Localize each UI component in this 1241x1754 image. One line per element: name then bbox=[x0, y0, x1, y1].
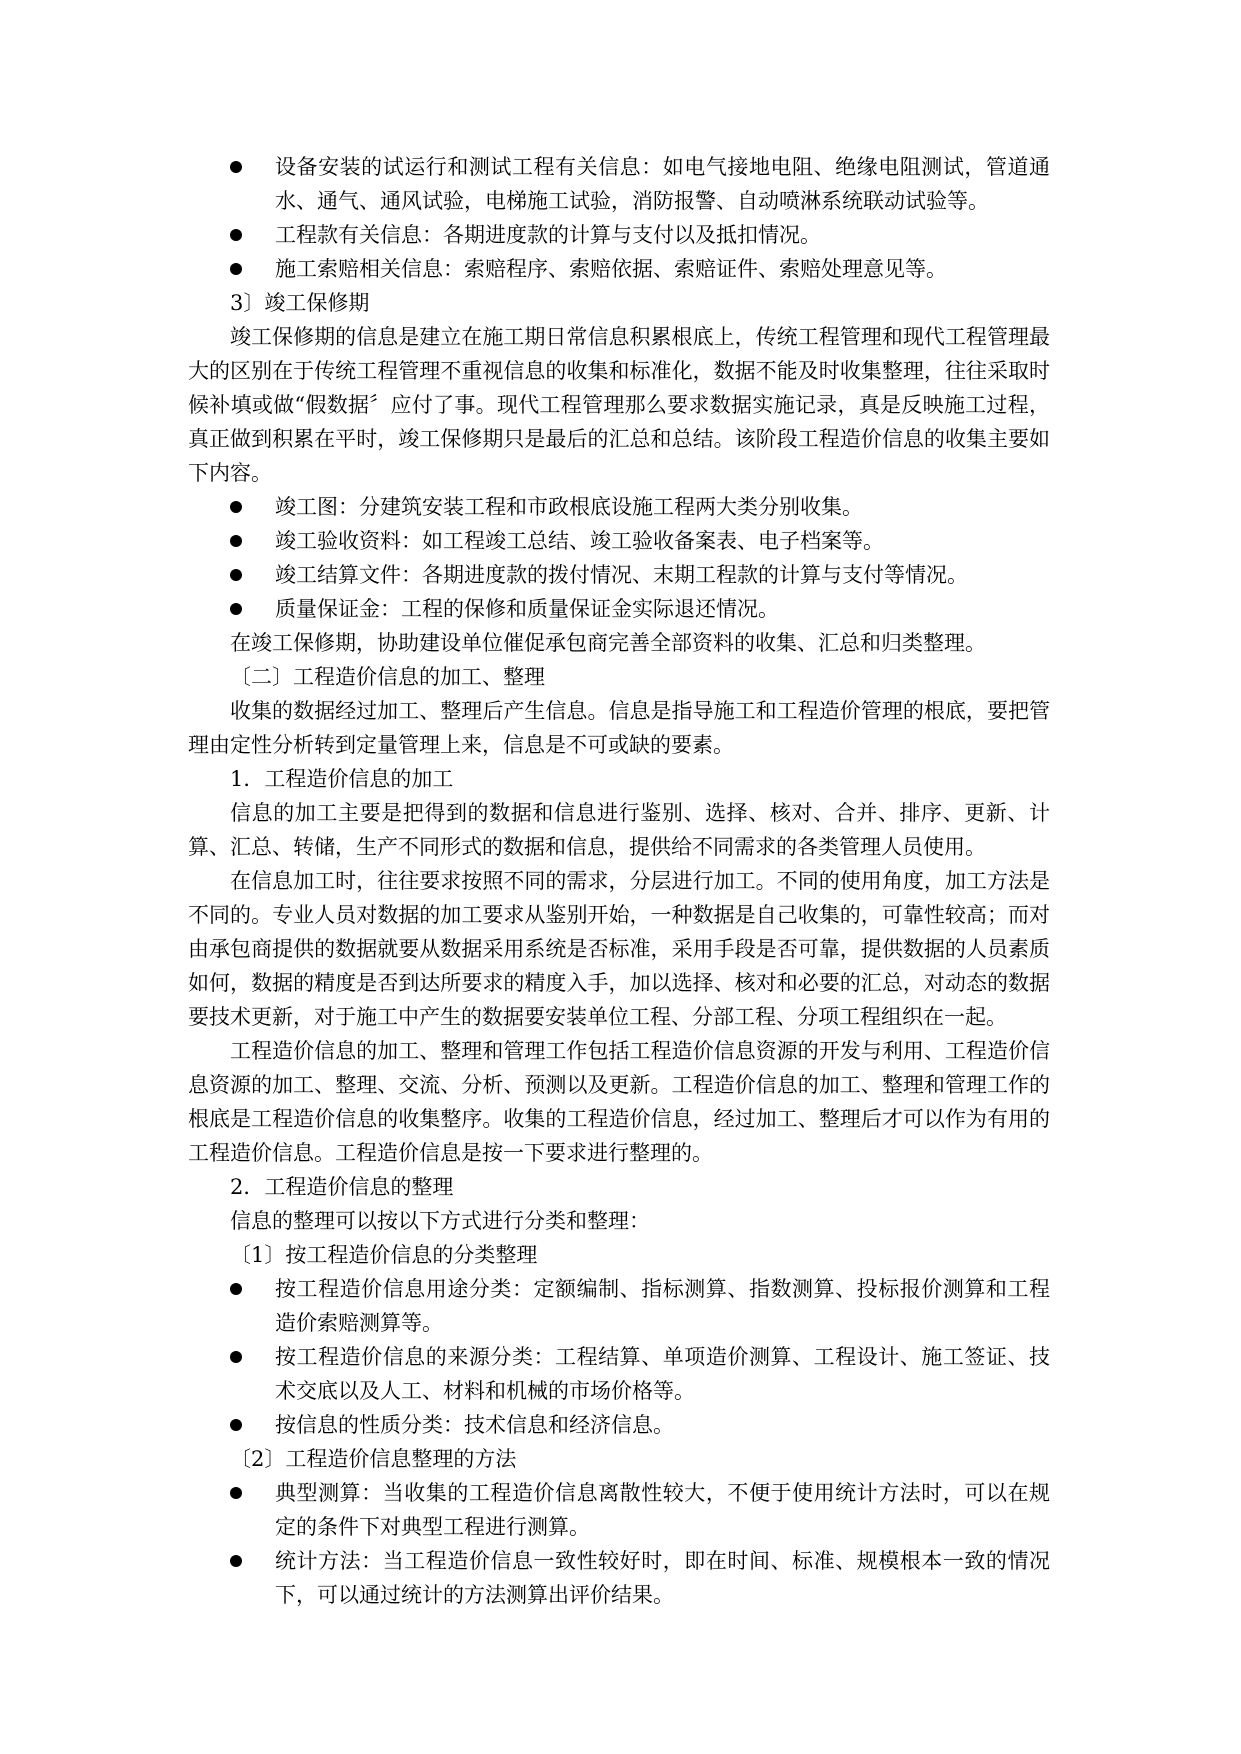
list-item bbox=[188, 1272, 1050, 1340]
list-item-text: 按工程造价信息的来源分类：工程结算、单项造价测算、工程设计、施工签证、技术交底以及人工、材料和机械的市场价格等。 bbox=[275, 1345, 1050, 1403]
bullet-icon bbox=[230, 161, 242, 173]
list-item-text: 工程款有关信息：各期进度款的计算与支付以及抵扣情况。 bbox=[275, 223, 821, 247]
list-item bbox=[188, 1476, 1050, 1544]
bullet-icon bbox=[230, 569, 242, 581]
bullet-icon bbox=[230, 603, 242, 615]
subheading-methods: 〔2〕工程造价信息整理的方法 bbox=[230, 1447, 517, 1471]
subheading-classification: 〔1〕按工程造价信息的分类整理 bbox=[230, 1243, 538, 1267]
list-item-text: 按工程造价信息用途分类：定额编制、指标测算、指数测算、投标报价测算和工程造价索赔测算等。 bbox=[275, 1277, 1050, 1335]
list-item bbox=[188, 218, 1050, 252]
list-item-text: 竣工验收资料：如工程竣工总结、竣工验收备案表、电子档案等。 bbox=[275, 529, 884, 553]
list-item-text: 施工索赔相关信息：索赔程序、索赔依据、索赔证件、索赔处理意见等。 bbox=[275, 257, 947, 281]
section-heading: 〔二〕工程造价信息的加工、整理 bbox=[230, 665, 545, 689]
list-item-text: 设备安装的试运行和测试工程有关信息：如电气接地电阻、绝缘电阻测试，管道通水、通气、通风试验，电梯施工试验，消防报警、自动喷淋系统联动试验等。 bbox=[275, 155, 1050, 213]
list-item bbox=[188, 252, 1050, 286]
subheading-completion: 3〕竣工保修期 bbox=[230, 291, 370, 315]
subheading-arrange: 2．工程造价信息的整理 bbox=[230, 1175, 454, 1199]
list-item-text: 统计方法：当工程造价信息一致性较好时，即在时间、标准、规模根本一致的情况下，可以通过统计的方法测算出评价结果。 bbox=[275, 1549, 1050, 1607]
list-item bbox=[188, 558, 1050, 592]
paragraph-completion: 竣工保修期的信息是建立在施工期日常信息积累根底上，传统工程管理和现代工程管理最大的区别在于传统工程管理不重视信息的收集和标准化，数据不能及时收集整理，往往采取时候补填或做“假数据〞应付了事。现代工程管理那么要求数据实施记录，真是反映施工过程，真正做到积累在平时，竣工保修期只是最后的汇总和总结。该阶段工程造价信息的收集主要如下内容。 bbox=[188, 325, 1050, 485]
bullet-icon bbox=[230, 1487, 242, 1499]
list-item bbox=[188, 1340, 1050, 1408]
list-item bbox=[188, 490, 1050, 524]
bullet-icon bbox=[230, 229, 242, 241]
bullet-icon bbox=[230, 1283, 242, 1295]
subheading-processing: 1．工程造价信息的加工 bbox=[230, 767, 454, 791]
paragraph-section-intro: 收集的数据经过加工、整理后产生信息。信息是指导施工和工程造价管理的根底，要把管理由定性分析转到定量管理上来，信息是不可或缺的要素。 bbox=[188, 699, 1050, 757]
list-item-text: 典型测算：当收集的工程造价信息离散性较大，不便于使用统计方法时，可以在规定的条件下对典型工程进行测算。 bbox=[275, 1481, 1050, 1539]
paragraph-processing: 在信息加工时，往往要求按照不同的需求，分层进行加工。不同的使用角度，加工方法是不同的。专业人员对数据的加工要求从鉴别开始，一种数据是自己收集的，可靠性较高；而对由承包商提供的数据就要从数据采用系统是否标准，采用手段是否可靠，提供数据的人员素质如何，数据的精度是否到达所要求的精度入手，加以选择、核对和必要的汇总，对动态的数据要技术更新，对于施工中产生的数据要安装单位工程、分部工程、分项工程组织在一起。 bbox=[188, 869, 1050, 1029]
bullet-icon bbox=[230, 535, 242, 547]
list-item bbox=[188, 150, 1050, 218]
list-item bbox=[188, 1408, 1050, 1442]
paragraph-processing: 工程造价信息的加工、整理和管理工作包括工程造价信息资源的开发与利用、工程造价信息资源的加工、整理、交流、分析、预测以及更新。工程造价信息的加工、整理和管理工作的根底是工程造价信息的收集整序。收集的工程造价信息，经过加工、整理后才可以作为有用的工程造价信息。工程造价信息是按一下要求进行整理的。 bbox=[188, 1039, 1050, 1165]
bullet-icon bbox=[230, 1555, 242, 1567]
list-item bbox=[188, 1544, 1050, 1612]
list-item bbox=[188, 524, 1050, 558]
paragraph-arrange: 信息的整理可以按以下方式进行分类和整理： bbox=[230, 1209, 650, 1233]
bullet-icon bbox=[230, 1419, 242, 1431]
bullet-icon bbox=[230, 501, 242, 513]
list-item-text: 质量保证金：工程的保修和质量保证金实际退还情况。 bbox=[275, 597, 779, 621]
list-item-text: 竣工图：分建筑安装工程和市政根底设施工程两大类分别收集。 bbox=[275, 495, 863, 519]
list-item bbox=[188, 592, 1050, 626]
document-body bbox=[188, 150, 1050, 1612]
paragraph-assist: 在竣工保修期，协助建设单位催促承包商完善全部资料的收集、汇总和归类整理。 bbox=[230, 631, 986, 655]
bullet-icon bbox=[230, 263, 242, 275]
paragraph-processing: 信息的加工主要是把得到的数据和信息进行鉴别、选择、核对、合并、排序、更新、计算、汇总、转储，生产不同形式的数据和信息，提供给不同需求的各类管理人员使用。 bbox=[188, 801, 1050, 859]
bullet-icon bbox=[230, 1351, 242, 1363]
list-item-text: 竣工结算文件：各期进度款的拨付情况、末期工程款的计算与支付等情况。 bbox=[275, 563, 968, 587]
list-item-text: 按信息的性质分类：技术信息和经济信息。 bbox=[275, 1413, 674, 1437]
